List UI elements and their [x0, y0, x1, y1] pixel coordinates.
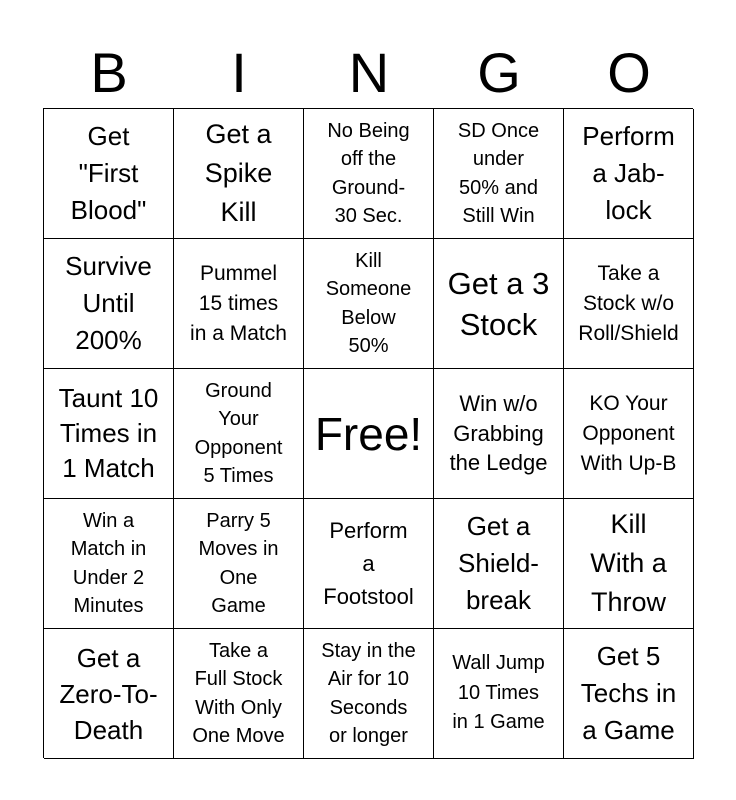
bingo-cell[interactable]: Take a Full Stock With Only One Move: [174, 629, 304, 759]
bingo-cell[interactable]: Get a Zero-To- Death: [44, 629, 174, 759]
header-letter-n: N: [348, 41, 390, 104]
bingo-cell[interactable]: Take a Stock w/o Roll/Shield: [564, 239, 694, 369]
bingo-cell[interactable]: No Being off the Ground- 30 Sec.: [304, 109, 434, 239]
bingo-cell[interactable]: Get a 3 Stock: [434, 239, 564, 369]
bingo-cell[interactable]: KO Your Opponent With Up-B: [564, 369, 694, 499]
bingo-cell[interactable]: Survive Until 200%: [44, 239, 174, 369]
header-letter-o: O: [607, 41, 651, 104]
bingo-cell[interactable]: Kill Someone Below 50%: [304, 239, 434, 369]
free-space[interactable]: Free!: [304, 369, 434, 499]
bingo-cell[interactable]: Get a Spike Kill: [174, 109, 304, 239]
bingo-cell[interactable]: Get a Shield- break: [434, 499, 564, 629]
bingo-cell[interactable]: Stay in the Air for 10 Seconds or longer: [304, 629, 434, 759]
bingo-cell[interactable]: Parry 5 Moves in One Game: [174, 499, 304, 629]
bingo-cell[interactable]: Get "First Blood": [44, 109, 174, 239]
bingo-cell[interactable]: Pummel 15 times in a Match: [174, 239, 304, 369]
bingo-cell[interactable]: SD Once under 50% and Still Win: [434, 109, 564, 239]
header-letter-g: G: [477, 41, 521, 104]
bingo-cell[interactable]: Perform a Footstool: [304, 499, 434, 629]
bingo-cell[interactable]: Ground Your Opponent 5 Times: [174, 369, 304, 499]
bingo-cell[interactable]: Get 5 Techs in a Game: [564, 629, 694, 759]
header-letter-b: B: [90, 41, 128, 104]
bingo-cell[interactable]: Perform a Jab- lock: [564, 109, 694, 239]
bingo-header: [44, 40, 694, 106]
bingo-cell[interactable]: Taunt 10 Times in 1 Match: [44, 369, 174, 499]
bingo-cell[interactable]: Kill With a Throw: [564, 499, 694, 629]
bingo-cell[interactable]: Wall Jump 10 Times in 1 Game: [434, 629, 564, 759]
bingo-cell[interactable]: Win a Match in Under 2 Minutes: [44, 499, 174, 629]
bingo-grid: [43, 108, 693, 758]
bingo-cell[interactable]: Win w/o Grabbing the Ledge: [434, 369, 564, 499]
header-letter-i: I: [231, 41, 247, 104]
